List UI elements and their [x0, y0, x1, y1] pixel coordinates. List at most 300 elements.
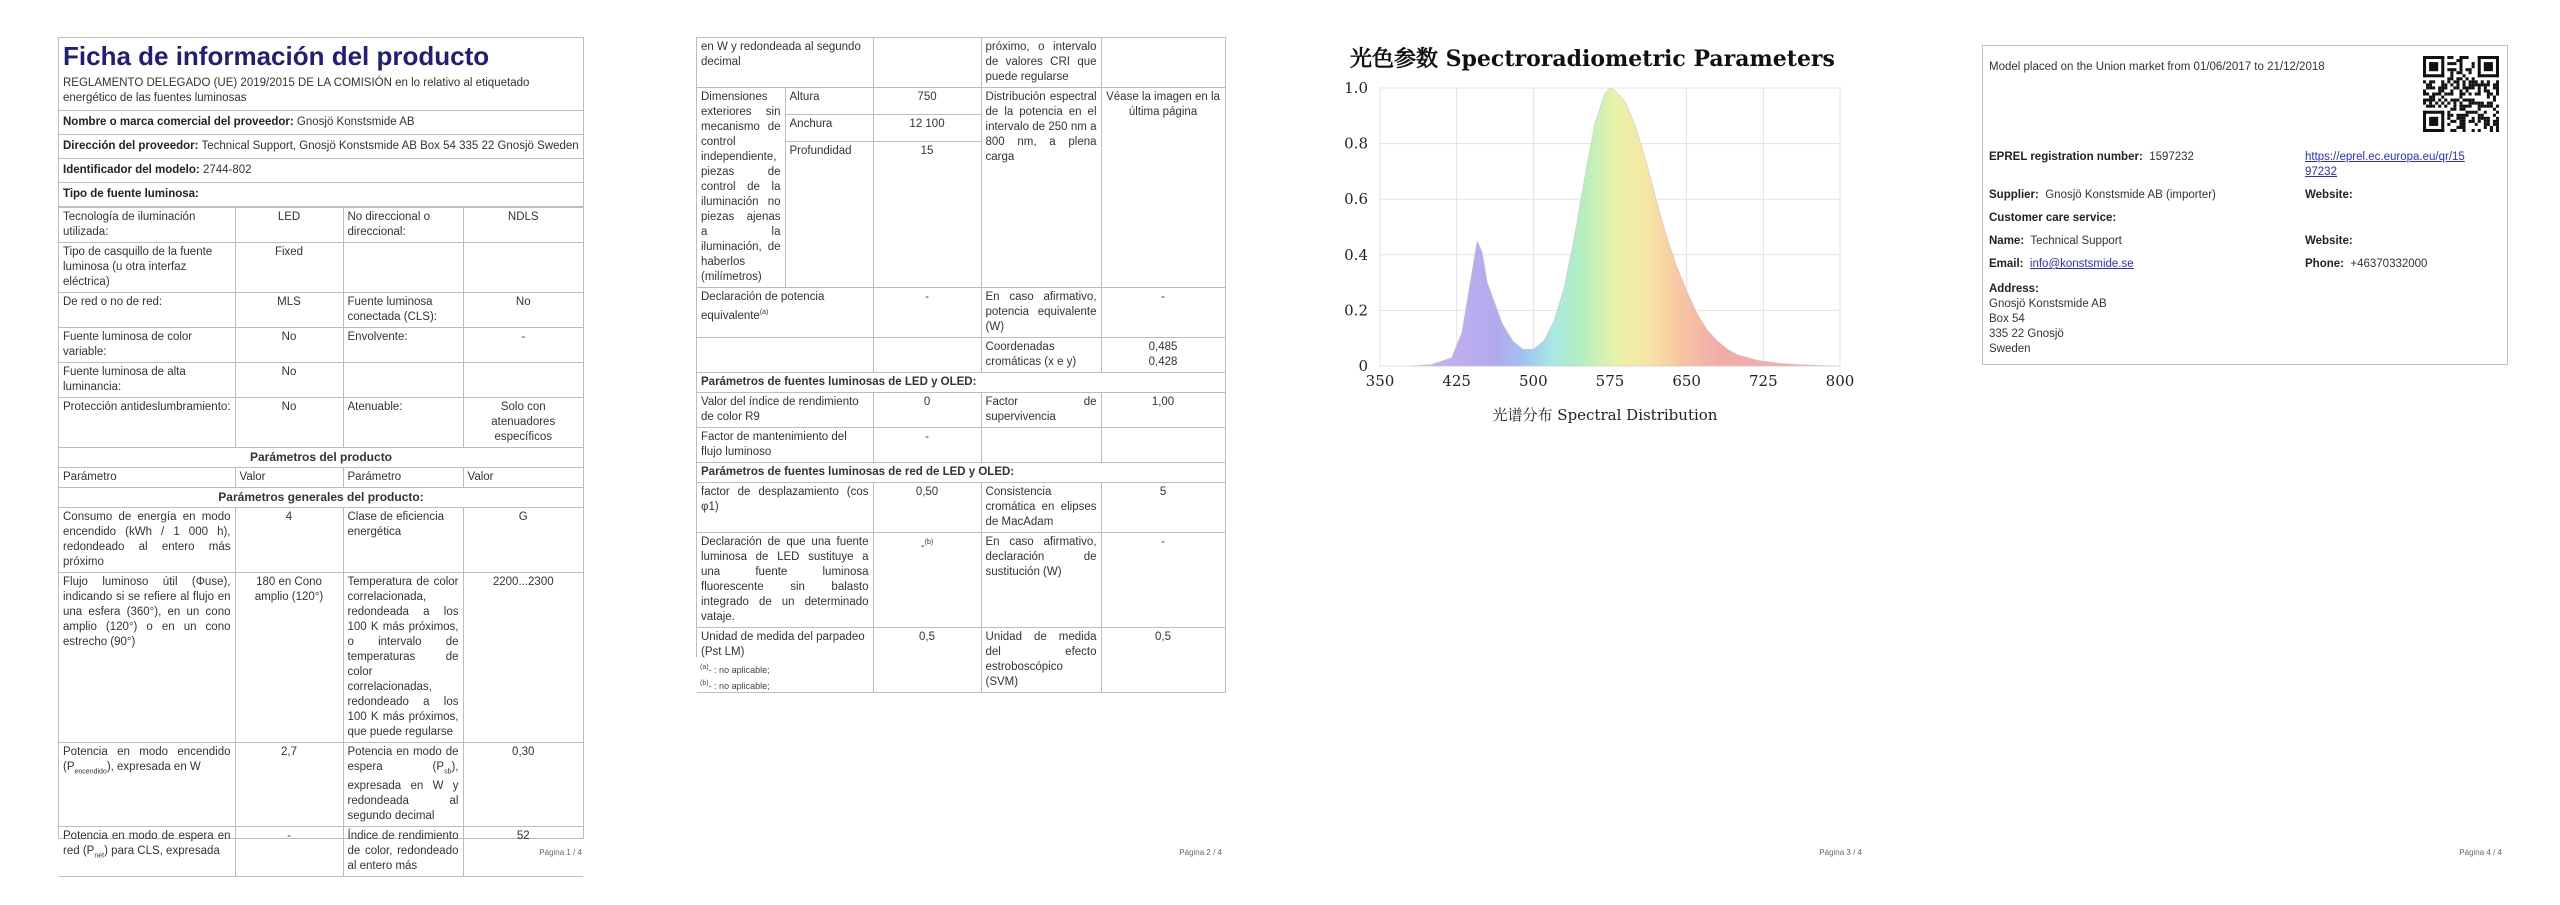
qr-module: [2459, 77, 2462, 80]
eprel-value: 1597232: [2149, 151, 2194, 163]
cell: 0,5: [1101, 628, 1225, 693]
cell: Fuente luminosa conectada (CLS):: [343, 293, 463, 328]
cell: [981, 428, 1101, 463]
qr-module: [2432, 92, 2435, 95]
spectral-distribution-value: Véase la imagen en la última página: [1101, 88, 1225, 288]
supplier-value: Gnosjö Konstsmide AB: [296, 116, 415, 128]
qr-module: [2463, 123, 2466, 126]
qr-module: [2469, 71, 2472, 74]
eprel-url-line-1[interactable]: https://eprel.ec.europa.eu/qr/15: [2305, 151, 2465, 163]
cell: Factor de mantenimiento del flujo luminoso: [697, 428, 873, 463]
qr-module: [2459, 117, 2462, 120]
qr-module: [2456, 80, 2459, 83]
qr-module: [2453, 102, 2456, 105]
qr-module: [2469, 99, 2472, 102]
qr-module: [2484, 105, 2487, 108]
cell: No: [235, 398, 343, 448]
qr-module: [2487, 83, 2490, 86]
x-tick-label: 500: [1519, 372, 1548, 390]
product-params-heading: Parámetros del producto: [59, 448, 583, 468]
qr-module: [2447, 80, 2450, 83]
qr-module: [2450, 71, 2453, 74]
cell: G: [463, 508, 583, 573]
qr-module: [2447, 68, 2450, 71]
qr-module: [2487, 80, 2490, 83]
qr-module: [2441, 83, 2444, 86]
cell: 5: [1101, 483, 1225, 533]
qr-module: [2496, 92, 2499, 95]
qr-finder: [2423, 129, 2444, 132]
cell: [873, 38, 981, 88]
customer-care-label: Customer care service:: [1989, 212, 2117, 224]
qr-module: [2441, 96, 2444, 99]
cell: Unidad de medida del parpadeo (Pst LM): [697, 628, 873, 693]
qr-module: [2463, 114, 2466, 117]
address-label: Address:: [1989, 283, 2039, 295]
qr-module: [2444, 105, 2447, 108]
qr-module: [2490, 129, 2493, 132]
footnote-mark: (b): [700, 680, 709, 687]
qr-module: [2463, 56, 2466, 59]
qr-module: [2487, 105, 2490, 108]
qr-module: [2475, 92, 2478, 95]
qr-module: [2429, 99, 2432, 102]
qr-module: [2426, 92, 2429, 95]
qr-module: [2453, 129, 2456, 132]
footnote-mark: (a): [700, 664, 709, 671]
cell: Coordenadas cromáticas (x e y): [981, 338, 1101, 373]
qr-module: [2450, 108, 2453, 111]
qr-module: [2450, 114, 2453, 117]
qr-module: [2469, 80, 2472, 83]
cell: 52: [463, 827, 583, 877]
footnote-mark: (a): [759, 309, 769, 316]
coord-y: 0,428: [1148, 356, 1178, 368]
qr-module: [2478, 120, 2481, 123]
name-value: Technical Support: [2030, 235, 2122, 247]
qr-module: [2450, 74, 2453, 77]
table-row: [59, 293, 583, 328]
cell: En caso afirmativo, declaración de sustitución (W): [981, 533, 1101, 628]
x-tick-label: 800: [1825, 372, 1855, 390]
name-label: Name:: [1989, 235, 2025, 247]
qr-module: [2496, 120, 2499, 123]
table-row: [697, 533, 1225, 628]
qr-module: [2472, 129, 2475, 132]
table-row: [59, 363, 583, 398]
qr-module: [2481, 102, 2484, 105]
qr-module: [2496, 117, 2499, 120]
qr-module: [2450, 129, 2453, 132]
address-line: Sweden: [1989, 343, 2031, 355]
qr-module: [2472, 102, 2475, 105]
qr-module: [2478, 102, 2481, 105]
cell: 750: [873, 88, 981, 115]
eprel-row: [1989, 150, 2194, 165]
qr-module: [2490, 92, 2493, 95]
cell: Solo con atenuadores específicos: [463, 398, 583, 448]
address-value: Technical Support, Gnosjö Konstsmide AB Box 54 335 22 Gnosjö Sweden: [201, 140, 579, 152]
table-row: [697, 38, 1225, 88]
model-label: Identificador del modelo:: [63, 164, 200, 176]
y-tick-label: 1.0: [1344, 79, 1368, 97]
qr-module: [2466, 77, 2469, 80]
qr-module: [2432, 99, 2435, 102]
qr-finder: [2441, 56, 2444, 77]
cell: 15: [873, 142, 981, 288]
market-period: Model placed on the Union market from 01/06/2017 to 21/12/2018: [1989, 61, 2325, 73]
qr-module: [2450, 92, 2453, 95]
regulation-text: REGLAMENTO DELEGADO (UE) 2019/2015 DE LA COMISIÓN en lo relativo al etiquetado energético de las fuentes luminosas: [59, 72, 583, 111]
qr-module: [2466, 89, 2469, 92]
qr-module: [2450, 89, 2453, 92]
qr-finder: [2496, 56, 2499, 77]
qr-finder: [2423, 56, 2444, 59]
qr-module: [2456, 114, 2459, 117]
cell: 2,7: [235, 743, 343, 827]
qr-module: [2450, 77, 2453, 80]
x-tick-label: 575: [1595, 372, 1625, 390]
cell: De red o no de red:: [59, 293, 235, 328]
table-row: [59, 448, 583, 468]
qr-module: [2463, 120, 2466, 123]
cell: Factor de supervivencia: [981, 393, 1101, 428]
eprel-link[interactable]: [2305, 150, 2465, 180]
subscript: encendido: [74, 768, 107, 776]
coord-x: 0,485: [1148, 341, 1178, 353]
qr-finder: [2478, 56, 2499, 59]
qr-module: [2466, 114, 2469, 117]
qr-module: [2453, 105, 2456, 108]
cell: Tecnología de iluminación utilizada:: [59, 208, 235, 243]
qr-code-icon[interactable]: [2423, 56, 2499, 132]
qr-finder: [2429, 117, 2438, 126]
cell: Clase de eficiencia energética: [343, 508, 463, 573]
qr-finder: [2441, 111, 2444, 132]
qr-module: [2447, 92, 2450, 95]
cell: [59, 827, 235, 877]
qr-module: [2447, 56, 2450, 59]
qr-module: [2456, 59, 2459, 62]
qr-module: [2496, 126, 2499, 129]
cell: Consistencia cromática en elipses de MacAdam: [981, 483, 1101, 533]
qr-module: [2463, 74, 2466, 77]
source-type-row: [59, 183, 583, 207]
table-row: [59, 328, 583, 363]
qr-module: [2472, 83, 2475, 86]
eprel-url-line-2[interactable]: 97232: [2305, 166, 2337, 178]
cell: Fixed: [235, 243, 343, 293]
qr-module: [2475, 83, 2478, 86]
qr-module: [2469, 102, 2472, 105]
website2-label: [2305, 234, 2353, 249]
qr-module: [2456, 83, 2459, 86]
x-tick-label: 425: [1442, 372, 1471, 390]
qr-module: [2487, 96, 2490, 99]
cell-text: ) para CLS, expresada: [104, 845, 220, 858]
qr-finder: [2478, 56, 2481, 77]
cell: Temperatura de color correlacionada, redondeada a los 100 K más próximos, o intervalo de temperaturas de color correlacionadas, redondeado a los 100 K más próximos, que puede regularse: [343, 573, 463, 743]
qr-module: [2493, 108, 2496, 111]
cell: Protección antideslumbramiento:: [59, 398, 235, 448]
qr-module: [2484, 117, 2487, 120]
email-link[interactable]: info@konstsmide.se: [2029, 258, 2134, 270]
qr-module: [2484, 120, 2487, 123]
qr-module: [2466, 68, 2469, 71]
qr-module: [2429, 102, 2432, 105]
qr-module: [2487, 102, 2490, 105]
qr-module: [2487, 117, 2490, 120]
qr-module: [2478, 89, 2481, 92]
qr-module: [2447, 102, 2450, 105]
y-tick-label: 0.4: [1344, 245, 1368, 264]
page-3: [1280, 0, 1920, 905]
qr-module: [2484, 86, 2487, 89]
qr-module: [2472, 65, 2475, 68]
qr-module: [2469, 86, 2472, 89]
cell: [697, 288, 873, 338]
model-row: [59, 159, 583, 183]
qr-module: [2432, 86, 2435, 89]
qr-module: [2463, 99, 2466, 102]
qr-module: [2493, 114, 2496, 117]
cell: LED: [235, 208, 343, 243]
qr-module: [2423, 99, 2426, 102]
qr-module: [2481, 105, 2484, 108]
mains-heading: Parámetros de fuentes luminosas de red de LED y OLED:: [697, 463, 1225, 483]
qr-module: [2478, 129, 2481, 132]
y-axis-labels: [1344, 79, 1368, 375]
cell: 180 en Cono amplio (120°): [235, 573, 343, 743]
qr-module: [2496, 83, 2499, 86]
table-row: [59, 508, 583, 573]
qr-module: [2463, 126, 2466, 129]
qr-module: [2490, 105, 2493, 108]
cell: [1101, 428, 1225, 463]
qr-module: [2478, 92, 2481, 95]
qr-module: [2438, 92, 2441, 95]
website-label-text: Website:: [2305, 189, 2353, 201]
cell: [873, 533, 981, 628]
cell: Declaración de que una fuente luminosa de LED sustituye a una fuente luminosa fluorescente sin balasto integrado de un determinado vataje.: [697, 533, 873, 628]
qr-module: [2469, 111, 2472, 114]
qr-module: [2466, 56, 2469, 59]
qr-module: [2453, 68, 2456, 71]
qr-module: [2459, 114, 2462, 117]
address-row: [59, 135, 583, 159]
qr-module: [2493, 96, 2496, 99]
cell: [463, 363, 583, 398]
website-label: [2305, 188, 2353, 203]
cell: Flujo luminoso útil (Φuse), indicando si se refiere al flujo en una esfera (360°), en un cono amplio (120°) o en un cono estrecho (90°): [59, 573, 235, 743]
qr-module: [2456, 71, 2459, 74]
qr-module: [2463, 80, 2466, 83]
qr-module: [2444, 99, 2447, 102]
cell: Índice de rendimiento de color, redondeado al entero más: [343, 827, 463, 877]
y-tick-label: 0.8: [1344, 134, 1368, 153]
cell: 0,30: [463, 743, 583, 827]
qr-module: [2429, 105, 2432, 108]
cell: [343, 743, 463, 827]
qr-module: [2472, 111, 2475, 114]
qr-module: [2493, 83, 2496, 86]
cell: -: [1101, 533, 1225, 628]
qr-module: [2444, 92, 2447, 95]
qr-module: [2481, 83, 2484, 86]
y-tick-label: 0.6: [1344, 190, 1368, 209]
qr-module: [2469, 83, 2472, 86]
qr-module: [2478, 108, 2481, 111]
qr-module: [2463, 83, 2466, 86]
qr-module: [2475, 80, 2478, 83]
qr-module: [2438, 89, 2441, 92]
qr-module: [2438, 105, 2441, 108]
cell: 1,00: [1101, 393, 1225, 428]
customer-care-heading: [1989, 211, 2116, 226]
cell: próximo, o intervalo de valores CRI que puede regularse: [981, 38, 1101, 88]
eprel-label: EPREL registration number:: [1989, 151, 2143, 163]
dimensions-label: Dimensiones exteriores sin mecanismo de control independiente, piezas de control de la iluminación no piezas ajenas a la iluminación, de haberlos (milímetros): [697, 88, 785, 288]
qr-module: [2478, 114, 2481, 117]
qr-module: [2453, 99, 2456, 102]
cell: Envolvente:: [343, 328, 463, 363]
qr-module: [2432, 105, 2435, 108]
params-table: [697, 37, 1226, 693]
email-label: Email:: [1989, 258, 2024, 270]
qr-module: [2432, 96, 2435, 99]
qr-module: [2459, 105, 2462, 108]
footnote-text: - : no aplicable;: [708, 681, 770, 691]
x-tick-label: 725: [1749, 372, 1778, 390]
qr-module: [2426, 83, 2429, 86]
qr-module: [2435, 92, 2438, 95]
column-header: Parámetro: [343, 468, 463, 488]
name-row: [1989, 234, 2122, 249]
qr-module: [2481, 114, 2484, 117]
y-tick-label: 0.2: [1344, 301, 1368, 320]
qr-module: [2463, 117, 2466, 120]
cell-text: ), expresada en W: [106, 761, 201, 773]
footnote-a: [700, 664, 770, 675]
x-tick-label: 350: [1365, 372, 1395, 390]
qr-module: [2481, 80, 2484, 83]
qr-module: [2459, 89, 2462, 92]
qr-module: [2435, 102, 2438, 105]
chart-title: 光色参数 Spectroradiometric Parameters: [1350, 46, 1835, 72]
qr-module: [2496, 129, 2499, 132]
qr-module: [2438, 86, 2441, 89]
qr-finder: [2478, 74, 2499, 77]
qr-module: [2459, 68, 2462, 71]
page-number: Página 1 / 4: [539, 848, 582, 857]
footnote-b: [700, 680, 770, 691]
phone-row: [2305, 257, 2427, 272]
qr-module: [2450, 56, 2453, 59]
x-axis-title: 光谱分布 Spectral Distribution: [1492, 406, 1718, 424]
cell: No: [235, 363, 343, 398]
qr-module: [2469, 120, 2472, 123]
qr-module: [2487, 89, 2490, 92]
qr-module: [2487, 120, 2490, 123]
qr-module: [2453, 108, 2456, 111]
qr-module: [2475, 123, 2478, 126]
source-type-label: Tipo de fuente luminosa:: [63, 188, 199, 200]
eprel-info-box: [1982, 45, 2508, 365]
qr-module: [2459, 126, 2462, 129]
led-oled-heading: Parámetros de fuentes luminosas de LED y OLED:: [697, 373, 1225, 393]
qr-module: [2496, 89, 2499, 92]
qr-module: [2459, 102, 2462, 105]
phone-value: +46370332000: [2350, 258, 2428, 270]
cell-text: -: [920, 539, 925, 552]
qr-module: [2423, 92, 2426, 95]
qr-module: [2450, 83, 2453, 86]
cell: Anchura: [785, 115, 873, 142]
cell: factor de desplazamiento (cos φ1): [697, 483, 873, 533]
qr-module: [2438, 99, 2441, 102]
qr-module: [2496, 80, 2499, 83]
cell: NDLS: [463, 208, 583, 243]
address-label: Dirección del proveedor:: [63, 140, 199, 152]
qr-module: [2472, 80, 2475, 83]
table-row: [59, 208, 583, 243]
qr-module: [2484, 83, 2487, 86]
cell-text: Potencia en modo de espera en red (P: [63, 830, 231, 858]
cell: [343, 243, 463, 293]
cell-text: Declaración de potencia equivalente: [701, 291, 825, 322]
qr-module: [2484, 126, 2487, 129]
qr-module: [2493, 86, 2496, 89]
qr-module: [2463, 86, 2466, 89]
x-tick-label: 650: [1672, 372, 1701, 390]
qr-module: [2450, 68, 2453, 71]
spectral-chart: [1280, 0, 1920, 460]
table-row: [697, 338, 1225, 373]
supplier-label: Nombre o marca comercial del proveedor:: [63, 116, 294, 128]
qr-module: [2441, 102, 2444, 105]
email-row: [1989, 257, 2134, 272]
qr-module: [2478, 86, 2481, 89]
qr-module: [2456, 99, 2459, 102]
qr-module: [2429, 96, 2432, 99]
qr-module: [2426, 105, 2429, 108]
qr-module: [2444, 86, 2447, 89]
qr-module: [2463, 92, 2466, 95]
cell: 0,50: [873, 483, 981, 533]
spectral-distribution-label: Distribución espectral de la potencia en el intervalo de 250 nm a 800 nm, a plena carga: [981, 88, 1101, 288]
cell: Fuente luminosa de alta luminancia:: [59, 363, 235, 398]
qr-finder: [2423, 111, 2426, 132]
subscript: sb: [444, 768, 452, 776]
cell: Atenuable:: [343, 398, 463, 448]
page-1: [0, 0, 640, 905]
qr-module: [2453, 62, 2456, 65]
cell: Valor del índice de rendimiento de color R9: [697, 393, 873, 428]
qr-module: [2493, 99, 2496, 102]
cell: Profundidad: [785, 142, 873, 288]
qr-module: [2447, 62, 2450, 65]
qr-module: [2447, 114, 2450, 117]
column-header: Parámetro: [59, 468, 235, 488]
qr-module: [2487, 123, 2490, 126]
page-2: [640, 0, 1280, 905]
cell: -: [873, 288, 981, 338]
qr-module: [2423, 102, 2426, 105]
table-row: [697, 373, 1225, 393]
qr-module: [2423, 89, 2426, 92]
qr-module: [2459, 92, 2462, 95]
qr-module: [2466, 111, 2469, 114]
